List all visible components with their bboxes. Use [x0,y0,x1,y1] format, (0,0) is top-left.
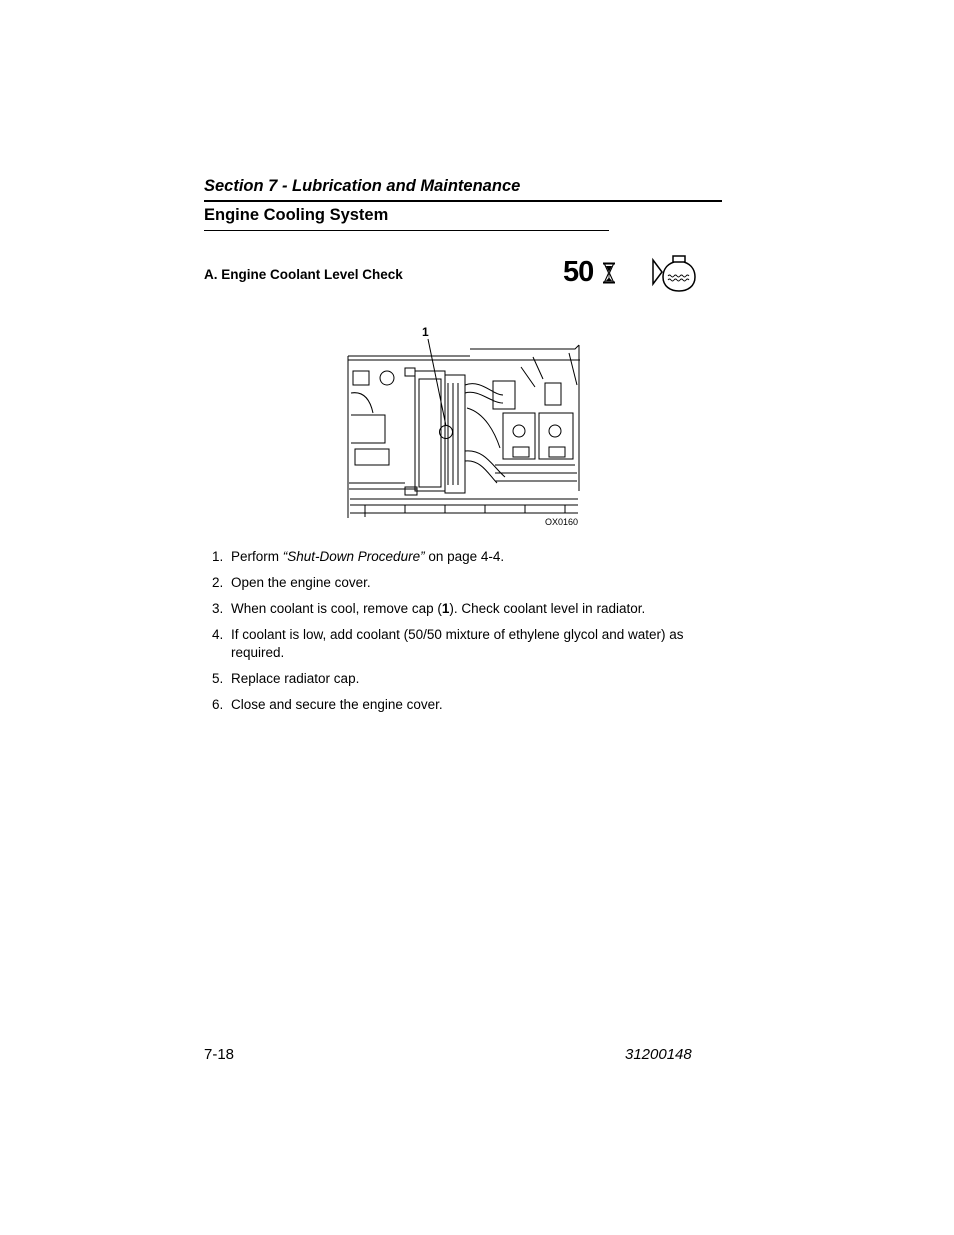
section-divider [204,200,722,202]
step-number: 5. [212,671,224,686]
step-text: on page 4-4. [424,549,505,564]
subsection-title: Engine Cooling System [204,206,389,224]
figure-callout-1: 1 [422,325,429,339]
interval-hours: 50 [563,256,594,288]
step-number: 6. [212,697,224,712]
coolant-reservoir-icon [651,254,697,294]
figure-code: OX0160 [545,517,579,527]
step-number: 1. [212,549,224,564]
hourglass-icon [601,262,617,284]
step-2 [204,574,709,592]
step-text: Open the engine cover. [231,575,371,590]
engine-compartment-illustration [345,323,585,531]
subsection-divider [204,230,609,231]
step-callout-ref: 1 [441,601,450,616]
step-5 [204,670,709,688]
procedure-steps [204,548,709,722]
step-3 [204,600,709,618]
step-text: Close and secure the engine cover. [231,697,443,712]
step-6 [204,696,709,714]
step-text: Perform [231,549,283,564]
step-text: ). Check coolant level in radiator. [449,601,646,616]
page-number: 7-18 [204,1046,235,1063]
step-number: 3. [212,601,224,616]
step-text: Replace radiator cap. [231,671,360,686]
step-text: When coolant is cool, remove cap ( [231,601,442,616]
section-title: Section 7 - Lubrication and Maintenance [204,177,521,195]
step-number: 4. [212,627,224,642]
procedure-title: A. Engine Coolant Level Check [204,267,403,282]
step-1 [204,548,709,566]
step-4 [204,626,709,662]
step-text: If coolant is low, add coolant (50/50 mixture of ethylene glycol and water) as required. [231,627,684,660]
step-number: 2. [212,575,224,590]
document-number: 31200148 [625,1046,692,1063]
step-reference: “Shut-Down Procedure” [282,549,425,564]
